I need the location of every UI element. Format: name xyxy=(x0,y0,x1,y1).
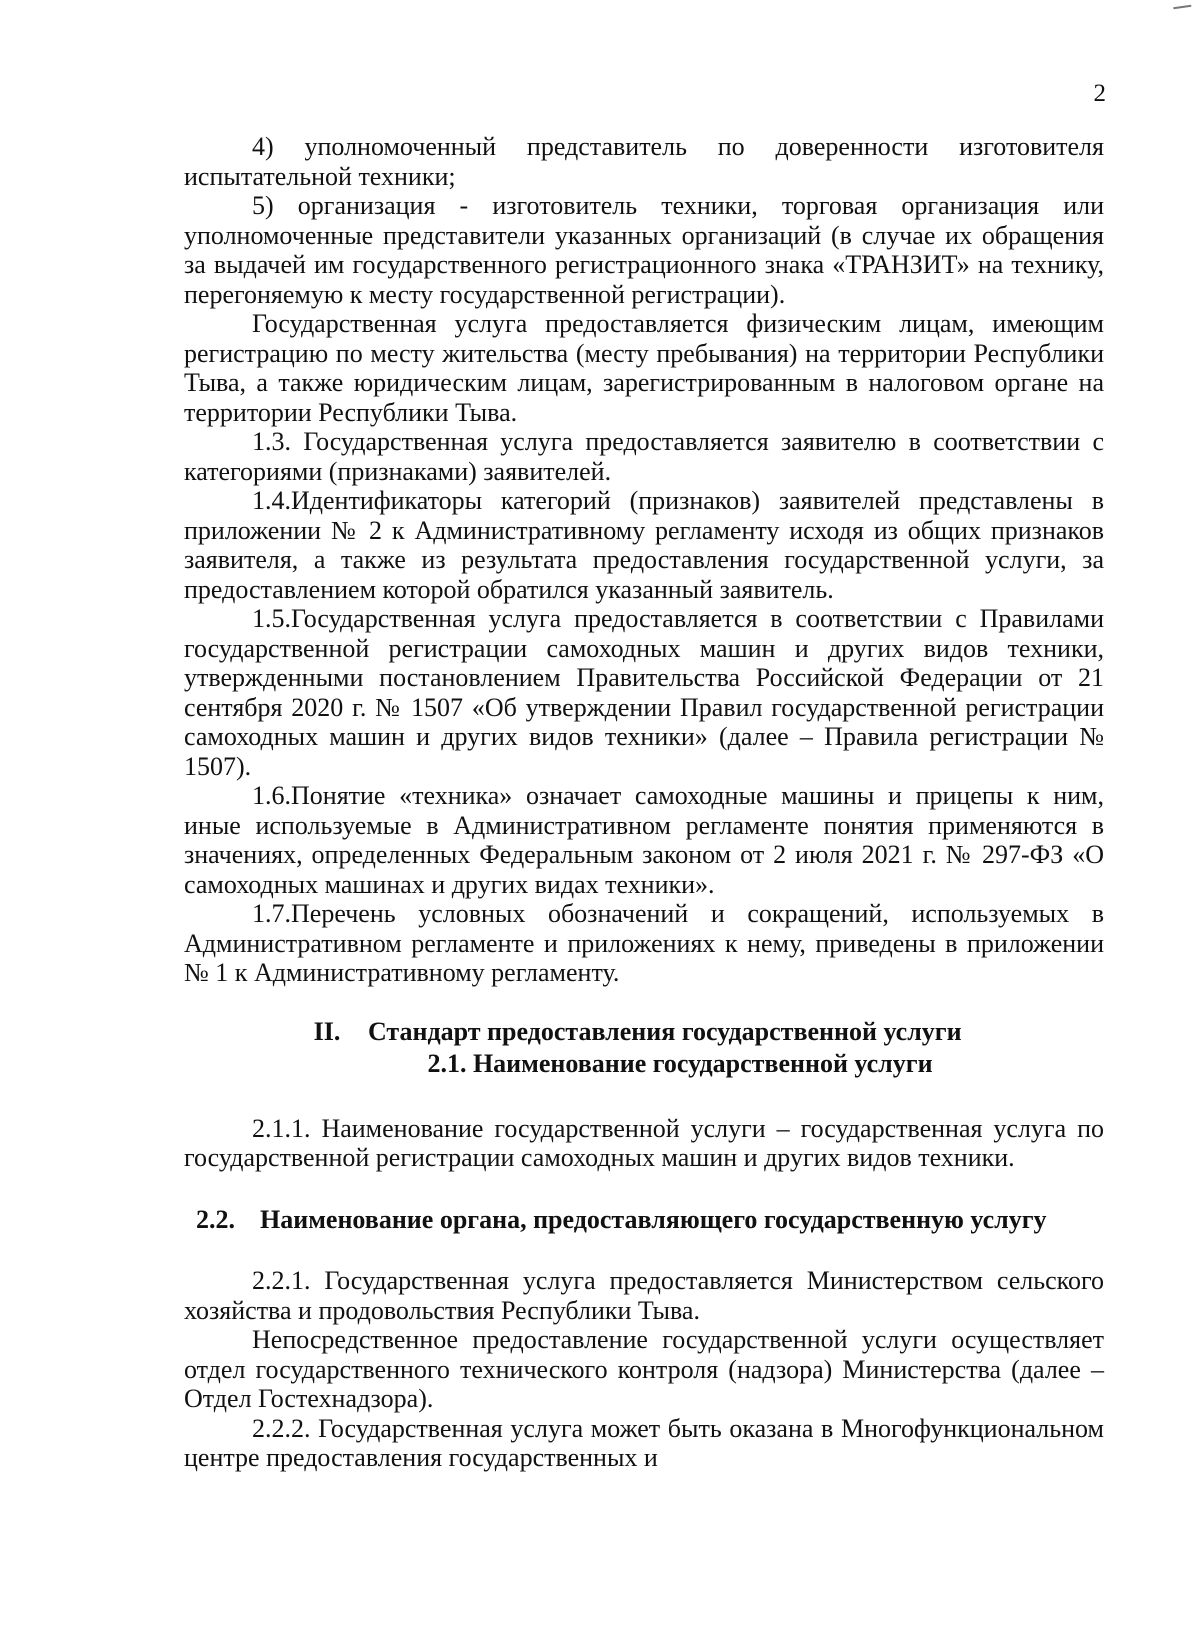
subsection-title: Наименование органа, предоставляющего государственную услугу xyxy=(260,1204,1047,1234)
section-heading xyxy=(184,1016,1104,1080)
paragraph-2-2-2: 2.2.2. Государственная услуга может быть оказана в Многофункциональном центре предоставления государственных и xyxy=(184,1413,1104,1472)
document-body xyxy=(184,132,1104,1473)
paragraph-1-3: 1.3. Государственная услуга предоставляется заявителю в соответствии с категориями (признаками) заявителей. xyxy=(184,427,1104,486)
page-number: 2 xyxy=(1093,80,1106,107)
section-numeral: II. xyxy=(313,1016,341,1046)
scan-mark xyxy=(1173,5,1192,19)
paragraph-recipients: Государственная услуга предоставляется физическим лицам, имеющим регистрацию по месту жительства (месту пребывания) на территории Республики Тыва, а также юридическим лицам, зарегистрированным в налоговом органе на территории Республики Тыва. xyxy=(184,309,1104,427)
paragraph-1-7: 1.7.Перечень условных обозначений и сокращений, используемых в Административном регламенте и приложениях к нему, приведены в приложении № 1 к Административному регламенту. xyxy=(184,899,1104,987)
paragraph-direct-provision: Непосредственное предоставление государственной услуги осуществляет отдел государственного технического контроля (надзора) Министерства (далее – Отдел Гостехнадзора). xyxy=(184,1325,1104,1413)
paragraph-1-5: 1.5.Государственная услуга предоставляется в соответствии с Правилами государственной регистрации самоходных машин и других видов техники, утвержденными постановлением Правительства Российской Федерации от 21 сентября 2020 г. № 1507 «Об утверждении Правил государственной регистрации самоходных машин и других видов техники» (далее – Правила регистрации № 1507). xyxy=(184,604,1104,781)
subsection-number: 2.2. xyxy=(196,1204,235,1234)
paragraph-item-4: 4) уполномоченный представитель по доверенности изготовителя испытательной техники; xyxy=(184,132,1104,191)
paragraph-2-2-1: 2.2.1. Государственная услуга предоставляется Министерством сельского хозяйства и продовольствия Республики Тыва. xyxy=(184,1266,1104,1325)
paragraph-1-4: 1.4.Идентификаторы категорий (признаков) заявителей представлены в приложении № 2 к Административному регламенту исходя из общих признаков заявителя, а также из результата предоставления государственной услуги, за предоставлением которой обратился указанный заявитель. xyxy=(184,486,1104,604)
section-subtitle: 2.1. Наименование государственной услуги xyxy=(427,1048,933,1078)
section-title: Стандарт предоставления государственной услуги xyxy=(368,1016,962,1046)
paragraph-1-6: 1.6.Понятие «техника» означает самоходные машины и прицепы к ним, иные используемые в Административном регламенте понятия применяются в значениях, определенных Федеральным законом от 2 июля 2021 г. № 297-ФЗ «О самоходных машинах и других видах техники». xyxy=(184,781,1104,899)
subsection-heading xyxy=(196,1205,1104,1235)
paragraph-item-5: 5) организация - изготовитель техники, торговая организация или уполномоченные представители указанных организаций (в случае их обращения за выдачей им государственного регистрационного знака «ТРАНЗИТ» на технику, перегоняемую к месту государственной регистрации). xyxy=(184,191,1104,309)
paragraph-2-1-1: 2.1.1. Наименование государственной услуги – государственная услуга по государственной регистрации самоходных машин и других видов техники. xyxy=(184,1113,1104,1172)
